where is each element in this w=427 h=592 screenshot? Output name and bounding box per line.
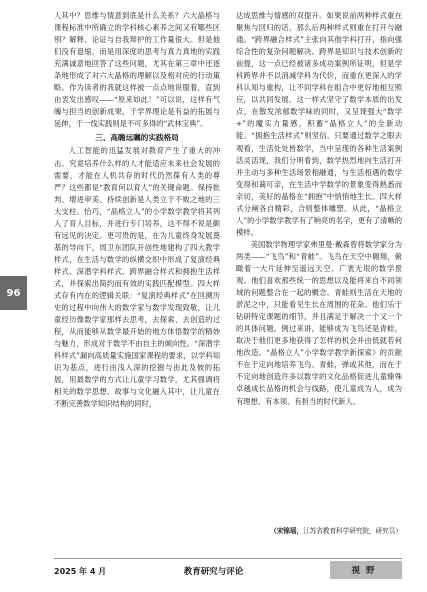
right-column [236,10,402,408]
left-column [54,10,220,411]
section-heading: 三、高瞻远瞩的实践格局 [95,133,179,143]
issue-date: 2025 年 4 月 [54,567,107,576]
paragraph: 人工智能的迅猛发展对教育产生了重大的冲击。究竟培养什么样的人才能适应未来社会发展的需要，才能在人机共存的时代仍然葆有人类的尊严？这些都是“教育何以育人”的关键命题。保持批判、增进审美、持续创新是人类立于不败之地的三大支柱。恰巧，“晶格立人”的小学数学教学将其列入了育人目标，并进行专门培养，这不得不说是颇有远见的决定。更可贵的是，在为儿童终身发展奠基的导向下，周卫东团队开创性地建构了四大教学样式，在生活与数学的纵横交织中形成了复演经典样式、深潜学科样式、跨界融合样式和拥抱生活样式，并探索出简约而有效的实践匹配模型。四大样式存有内在的逻辑关联：“复演经典样式”在回溯历史的过程中向伟大的数学家与数学发现致敬，让儿童经历像数学家那样去思考，去探索、去创造的过程，从而能够从数学最开始的地方体悟数学的精妙与魅力，形成对于数学不由自主的倾向性。“深潜学科样式”漏向高质量实施国家课程的要求，以学科知识为基点，进行由浅入深的挖掘与由此及彼的拓展，用最数学的方式让儿童学习数学，尤其强调将相关的数学思想、故事与文化融入其中，让儿童在不断完善数学知识结构的同时， [54,146,220,409]
paragraph: 达成思维与情感的双提升。如果说前两种样式重在聚焦与回归的话，那么后两种样式则重在打开与融通。“跨界融合样式”主张向其他学科打开，指向强综合性的复杂问题解决。跨界是知识与技术创新的前提，这一点已经被诸多成功案例所证明，但是学科跨界并不以消减学科为代价，而重在更深入的学科认知与重构，让不同学科在组合中更好地相互照应，以共同发展。这一样式坚守了数学本质的出发点，在散发浓郁数学味的同时，又呈现强大“数学+”的魔实力量感，积蓄“晶格立人”的全新动能。“拥抱生活样式”则坚信，只要通过数学之眼去观看，生活处处皆数学，当中呈现的各种生活案例活灵活现，我们分明看到，数学热烈地向生活打开并主动与多种生活场景相融通，与生活相遇的数学变得和蔼可亲，在生活中学数学的景象变得熟悉而亲切，美好的晶格在“拥抱”中悄悄地生长。四大样式分阐各自精彩，合则整体雕塑。从此，“晶格立人”的小学数学教学有了响亮的名字，更有了清晰的模样。 [236,11,402,237]
paragraph: 美国数学物理学家弗里曼·戴森曾将数学家分为两类——“飞鸟”和“青蛙”。飞鸟在天空中翱翔，俯瞰着一大片延伸至遥远天空、广袤无垠的数学景观。他们喜欢那些统一的思想以及能将来自不同领域的问题整合在一起的概念。青蛙则生活在天地的淤泥之中，只能看见生长在周围的花朵。他们乐于钻研特定课题的细节，并且满足于解决一个又一个的具体问题。例过来讲，能够成为飞鸟还是青蛙，取决于他们更多地获得了怎样的机会并由低就若何地改造。“晶格立人”小学数学教学新探索》的贡献不在于定向地培养飞鸟、青蛙，弹或其他，而在于不定向地创造许多以数学的文化品格促进儿童臻殊卓越成长品格的机会与线路，使儿童成为人，成为有理想、有本领、有担当的时代新人。 [236,239,402,406]
author-affiliation: 江苏省教育科学研究院，研究员） [303,527,402,535]
author-note [236,526,402,536]
journal-title: 教育研究与评论 [183,567,244,577]
footer-divider [54,558,402,559]
page-number: 96 [6,287,21,299]
author-name: （宋锦瑶， [270,527,304,535]
paragraph: 人其中？思维与情意到底是什么关系？六大晶格与课程标准中所确立的学科核心素养之间又有哪些区别？解释、论证与自我辩护的工作量很大。但是他们没有退缩，而是用深度的思考与真力真地的实践充满诚意地回答了这些问题，尤其在第三章中还逐条地形成了对六大晶格的理解以及相对应的行动策略。作为读者的我就这样被一点点地说服着，直到由衷发出感叹——“原来如此！”可以说，这样有气魄与担当的创新成果，于学界理论是有益的拓展与延伸，于一线实践则是不可多得的“武林宝典”。 [54,11,220,129]
section-label: 视野 [330,561,402,579]
page-number-tab [0,276,27,310]
